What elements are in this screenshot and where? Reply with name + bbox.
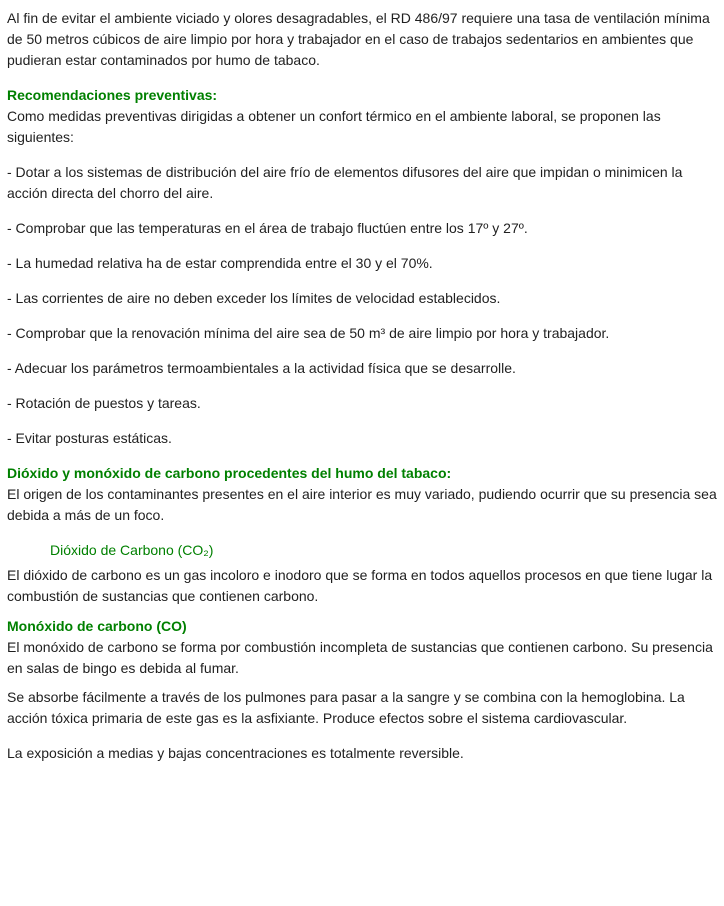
intro-paragraph: Al fin de evitar el ambiente viciado y olores desagradables, el RD 486/97 requiere una tasa de ventilación mínima de 50 metros cúbicos de aire limpio por hora y trabajador en el caso de trabajos sedentarios en ambientes que pudieran estar contaminados por humo de tabaco. bbox=[7, 10, 710, 68]
recommendation-item: - Rotación de puestos y tareas. bbox=[7, 395, 201, 411]
contaminant-origin-paragraph: El origen de los contaminantes presentes en el aire interior es muy variado, pudiendo ocurrir que su presencia sea debida a más de un foco. bbox=[7, 486, 717, 523]
co-paragraph-formation: El monóxido de carbono se forma por combustión incompleta de sustancias que contienen carbono. Su presencia en salas de bingo es debida al fumar. bbox=[7, 639, 713, 676]
co-paragraph-exposure: La exposición a medias y bajas concentraciones es totalmente reversible. bbox=[7, 745, 464, 761]
gases-heading: Dióxido y monóxido de carbono procedentes del humo del tabaco: bbox=[7, 465, 452, 481]
recommendation-item: - Comprobar que las temperaturas en el área de trabajo fluctúen entre los 17º y 27º. bbox=[7, 220, 528, 236]
co-paragraph-absorption: Se absorbe fácilmente a través de los pulmones para pasar a la sangre y se combina con la hemoglobina. La acción tóxica primaria de este gas es la asfixiante. Produce efectos sobre el sistema cardiovascular. bbox=[7, 689, 685, 726]
recommendation-item: - Adecuar los parámetros termoambientales a la actividad física que se desarrolle. bbox=[7, 360, 516, 376]
co-heading: Monóxido de carbono (CO) bbox=[7, 618, 187, 634]
co2-paragraph: El dióxido de carbono es un gas incoloro e inodoro que se forma en todos aquellos procesos en que tiene lugar la combustión de sustancias que contienen carbono. bbox=[7, 567, 713, 604]
recommendations-heading: Recomendaciones preventivas: bbox=[7, 87, 218, 103]
recommendation-item: - La humedad relativa ha de estar comprendida entre el 30 y el 70%. bbox=[7, 255, 433, 271]
recommendations-lead: Como medidas preventivas dirigidas a obtener un confort térmico en el ambiente laboral, se proponen las siguientes: bbox=[7, 108, 661, 145]
co2-subheading: Dióxido de Carbono (CO₂) bbox=[50, 542, 214, 558]
recommendation-item: - Dotar a los sistemas de distribución del aire frío de elementos difusores del aire que impidan o minimicen la acción directa del chorro del aire. bbox=[7, 164, 683, 201]
recommendation-item: - Evitar posturas estáticas. bbox=[7, 430, 172, 446]
recommendation-item: - Las corrientes de aire no deben exceder los límites de velocidad establecidos. bbox=[7, 290, 501, 306]
recommendation-item: - Comprobar que la renovación mínima del aire sea de 50 m³ de aire limpio por hora y trabajador. bbox=[7, 325, 610, 341]
